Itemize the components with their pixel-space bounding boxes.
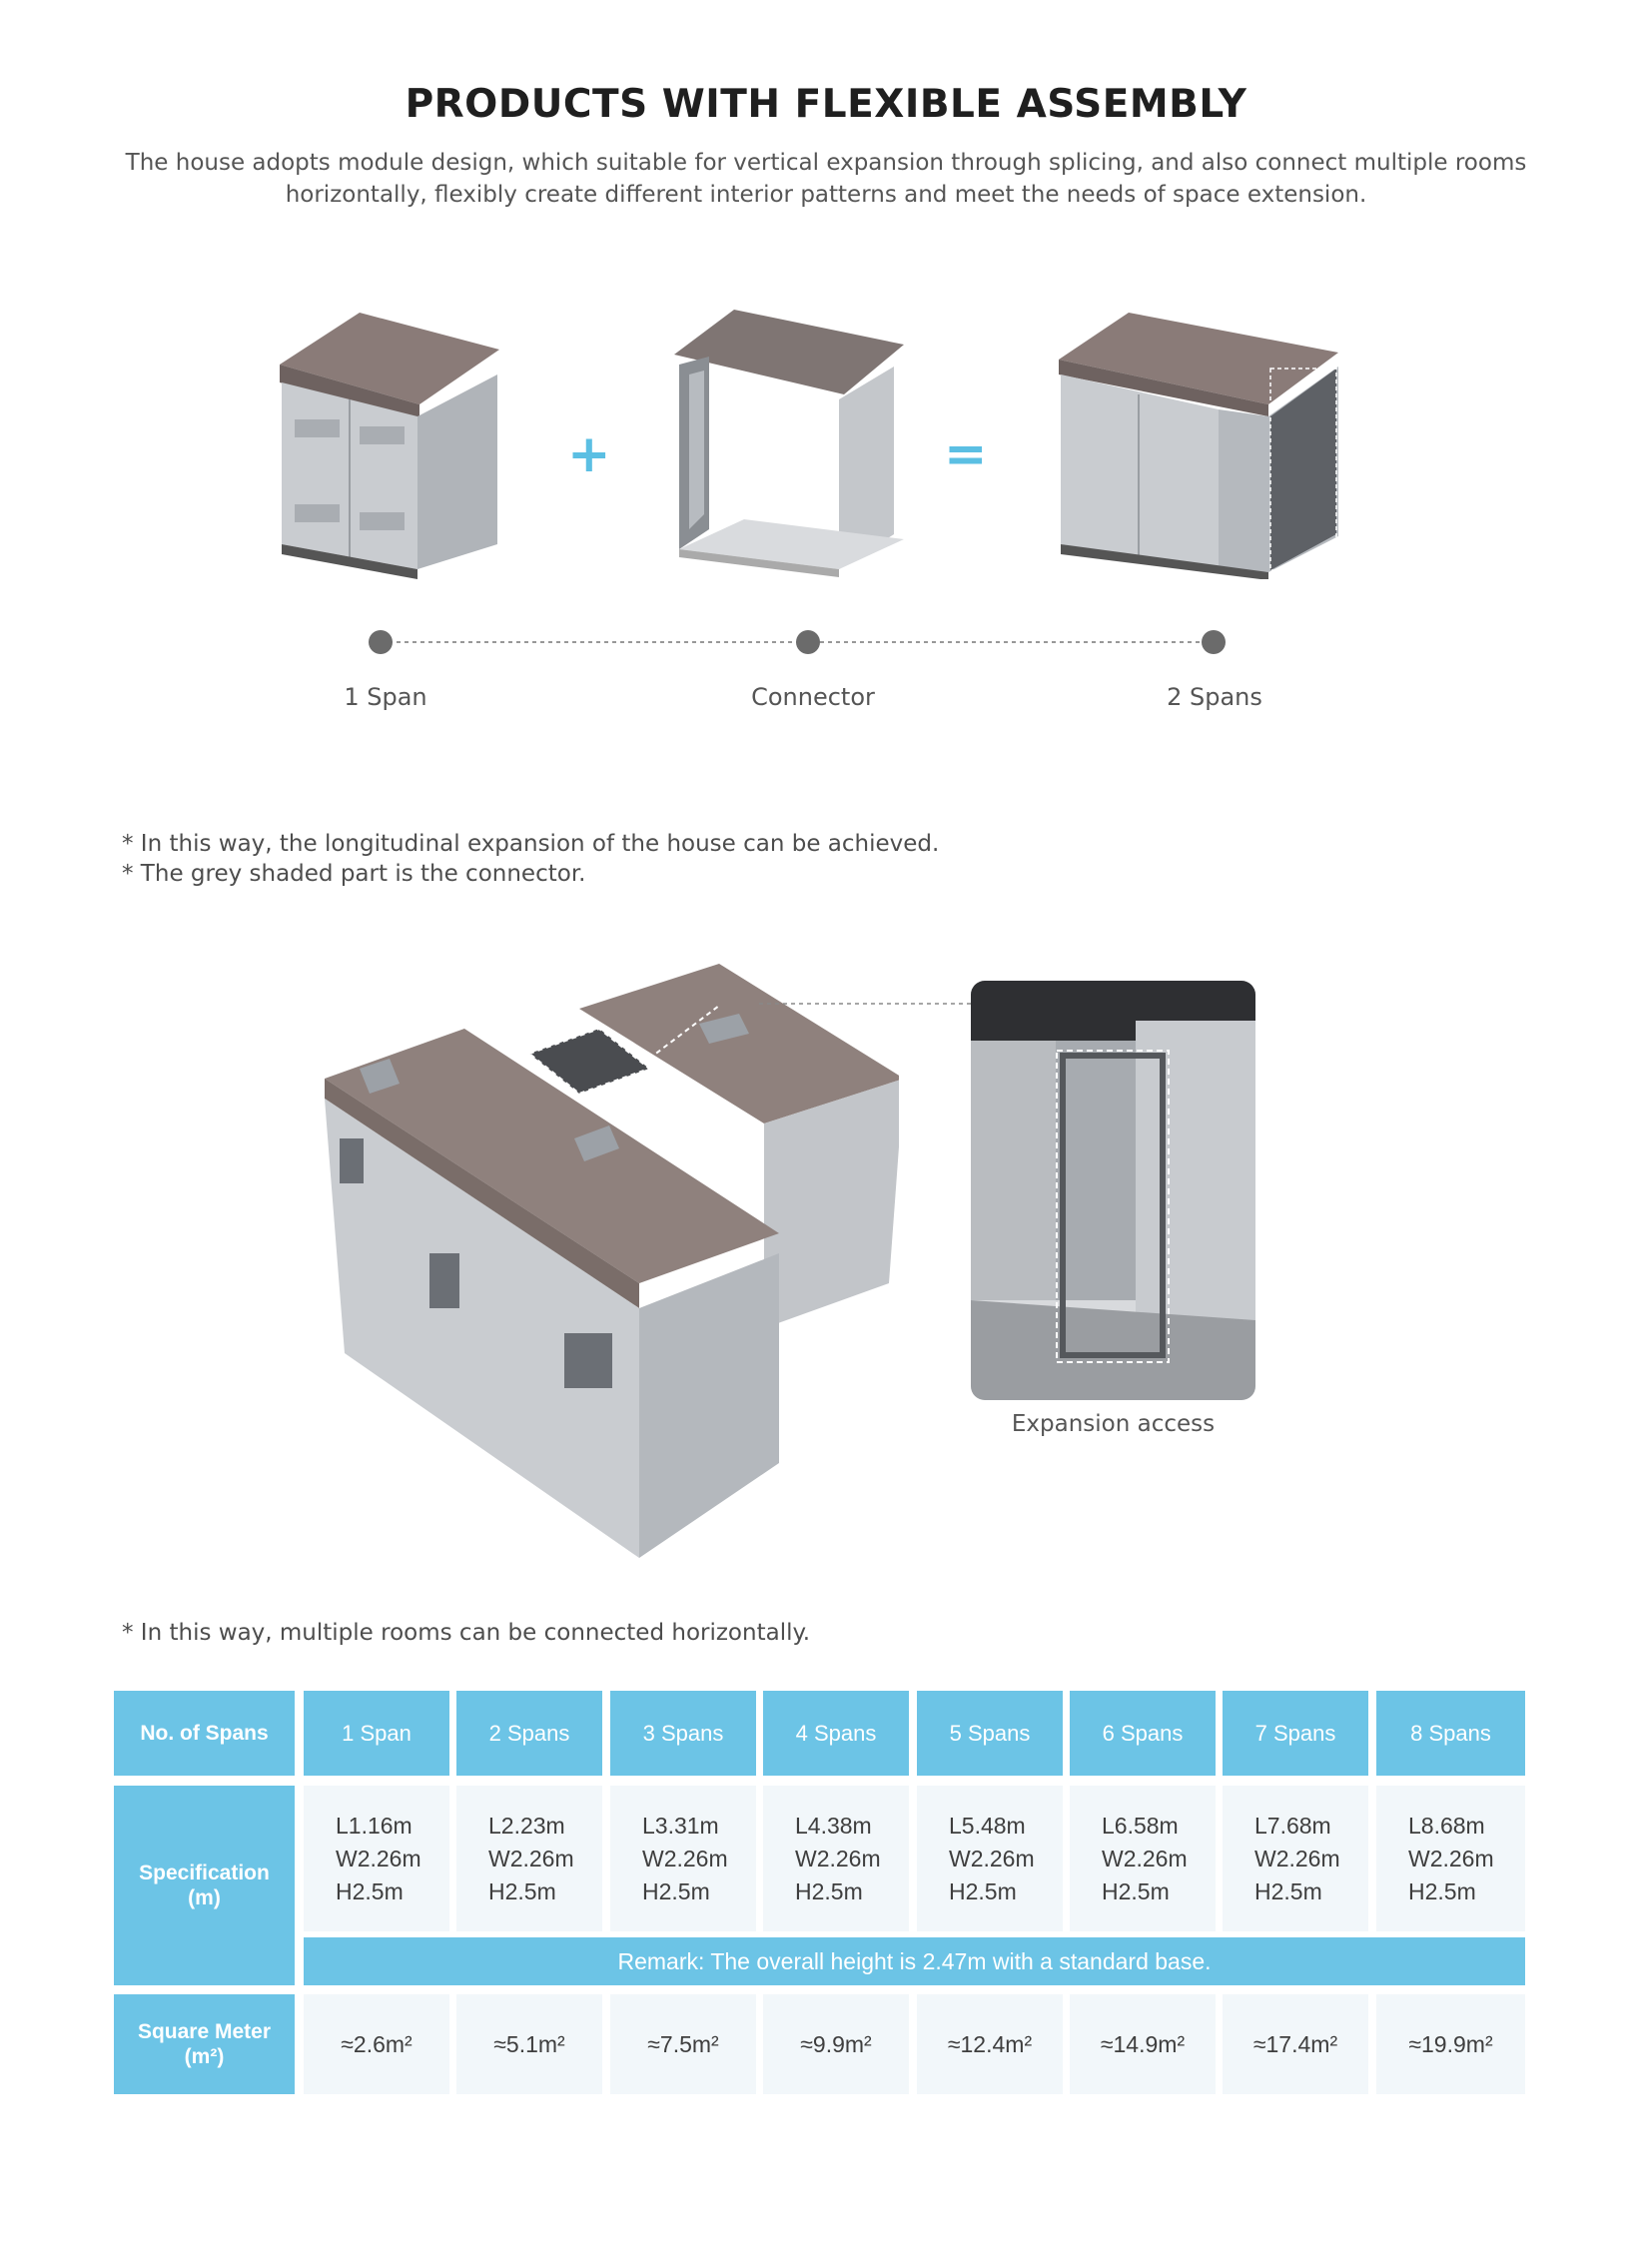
spec-height: H2.5m bbox=[1408, 1877, 1476, 1904]
remark-banner: Remark: The overall height is 2.47m with a standard base. bbox=[304, 1937, 1525, 1985]
table-corner-header: No. of Spans bbox=[114, 1691, 295, 1776]
spec-length: L7.68m bbox=[1254, 1812, 1331, 1839]
spec-height: H2.5m bbox=[642, 1877, 710, 1904]
spec-height: H2.5m bbox=[488, 1877, 556, 1904]
equals-sign: = bbox=[944, 424, 988, 484]
expansion-access-caption: Expansion access bbox=[1011, 1411, 1216, 1437]
column-header: 4 Spans bbox=[763, 1691, 909, 1776]
step-label-1-span: 1 Span bbox=[344, 683, 427, 711]
step-label-2-spans: 2 Spans bbox=[1167, 683, 1262, 711]
sqm-cell: ≈14.9m² bbox=[1070, 1994, 1216, 2094]
spec-width: W2.26m bbox=[488, 1845, 574, 1871]
timeline-dot bbox=[1202, 630, 1226, 654]
timeline-dot bbox=[369, 630, 393, 654]
spec-height: H2.5m bbox=[336, 1877, 404, 1904]
spec-length: L6.58m bbox=[1102, 1812, 1179, 1839]
two-spans-shed-image bbox=[1049, 305, 1348, 579]
sqm-cell: ≈19.9m² bbox=[1376, 1994, 1525, 2094]
column-header: 1 Span bbox=[304, 1691, 449, 1776]
spec-width: W2.26m bbox=[336, 1845, 421, 1871]
spec-length: L1.16m bbox=[336, 1812, 413, 1839]
sqm-cell: ≈12.4m² bbox=[917, 1994, 1063, 2094]
note-longitudinal: * In this way, the longitudinal expansion of the house can be achieved. bbox=[122, 831, 940, 857]
spec-cell bbox=[1376, 1786, 1525, 1931]
sqm-cell: ≈7.5m² bbox=[610, 1994, 756, 2094]
spec-length: L4.38m bbox=[795, 1812, 872, 1839]
column-header: 3 Spans bbox=[610, 1691, 756, 1776]
intro-line-2: horizontally, flexibly create different interior patterns and meet the needs of space extension. bbox=[285, 182, 1367, 208]
spec-label-line2: (m) bbox=[188, 1886, 221, 1909]
spec-cell bbox=[1070, 1786, 1216, 1931]
column-header: 5 Spans bbox=[917, 1691, 1063, 1776]
spec-width: W2.26m bbox=[1254, 1845, 1340, 1871]
connected-rooms-image bbox=[320, 964, 899, 1558]
sqm-label-line1: Square Meter bbox=[137, 2019, 272, 2043]
spec-width: W2.26m bbox=[949, 1845, 1035, 1871]
step-label-connector: Connector bbox=[751, 683, 875, 711]
spec-height: H2.5m bbox=[1102, 1877, 1170, 1904]
spec-length: L8.68m bbox=[1408, 1812, 1485, 1839]
spec-length: L5.48m bbox=[949, 1812, 1026, 1839]
sqm-cell: ≈5.1m² bbox=[456, 1994, 602, 2094]
spec-cell bbox=[610, 1786, 756, 1931]
sqm-cell: ≈17.4m² bbox=[1223, 1994, 1368, 2094]
note-horizontal: * In this way, multiple rooms can be connected horizontally. bbox=[122, 1620, 811, 1646]
sqm-cell: ≈2.6m² bbox=[304, 1994, 449, 2094]
column-header: 2 Spans bbox=[456, 1691, 602, 1776]
intro-line-1: The house adopts module design, which suitable for vertical expansion through splicing, and also connect multiple rooms bbox=[125, 150, 1527, 176]
connector-image bbox=[664, 305, 914, 579]
sqm-row-header bbox=[114, 1994, 295, 2094]
spec-width: W2.26m bbox=[642, 1845, 728, 1871]
spec-label-line1: Specification bbox=[139, 1861, 270, 1884]
spec-width: W2.26m bbox=[1102, 1845, 1188, 1871]
spec-width: W2.26m bbox=[1408, 1845, 1494, 1871]
plus-sign: + bbox=[567, 424, 611, 484]
column-header: 6 Spans bbox=[1070, 1691, 1216, 1776]
column-header: 8 Spans bbox=[1376, 1691, 1525, 1776]
sqm-cell: ≈9.9m² bbox=[763, 1994, 909, 2094]
spec-cell bbox=[1223, 1786, 1368, 1931]
one-span-shed-image bbox=[270, 305, 509, 579]
spec-width: W2.26m bbox=[795, 1845, 881, 1871]
timeline-dot bbox=[796, 630, 820, 654]
spec-table bbox=[114, 1691, 1525, 2103]
spec-length: L2.23m bbox=[488, 1812, 565, 1839]
spec-height: H2.5m bbox=[949, 1877, 1017, 1904]
callout-line bbox=[759, 994, 974, 1014]
spec-height: H2.5m bbox=[795, 1877, 863, 1904]
spec-cell bbox=[763, 1786, 909, 1931]
sqm-label-line2: (m²) bbox=[184, 2045, 225, 2068]
spec-length: L3.31m bbox=[642, 1812, 719, 1839]
column-header: 7 Spans bbox=[1223, 1691, 1368, 1776]
spec-cell bbox=[917, 1786, 1063, 1931]
spec-cell bbox=[304, 1786, 449, 1931]
spec-height: H2.5m bbox=[1254, 1877, 1322, 1904]
note-grey-shaded: * The grey shaded part is the connector. bbox=[122, 861, 586, 887]
spec-cell bbox=[456, 1786, 602, 1931]
spec-row-header bbox=[114, 1786, 295, 1985]
expansion-access-photo bbox=[971, 981, 1255, 1400]
page-title: PRODUCTS WITH FLEXIBLE ASSEMBLY bbox=[405, 82, 1247, 127]
